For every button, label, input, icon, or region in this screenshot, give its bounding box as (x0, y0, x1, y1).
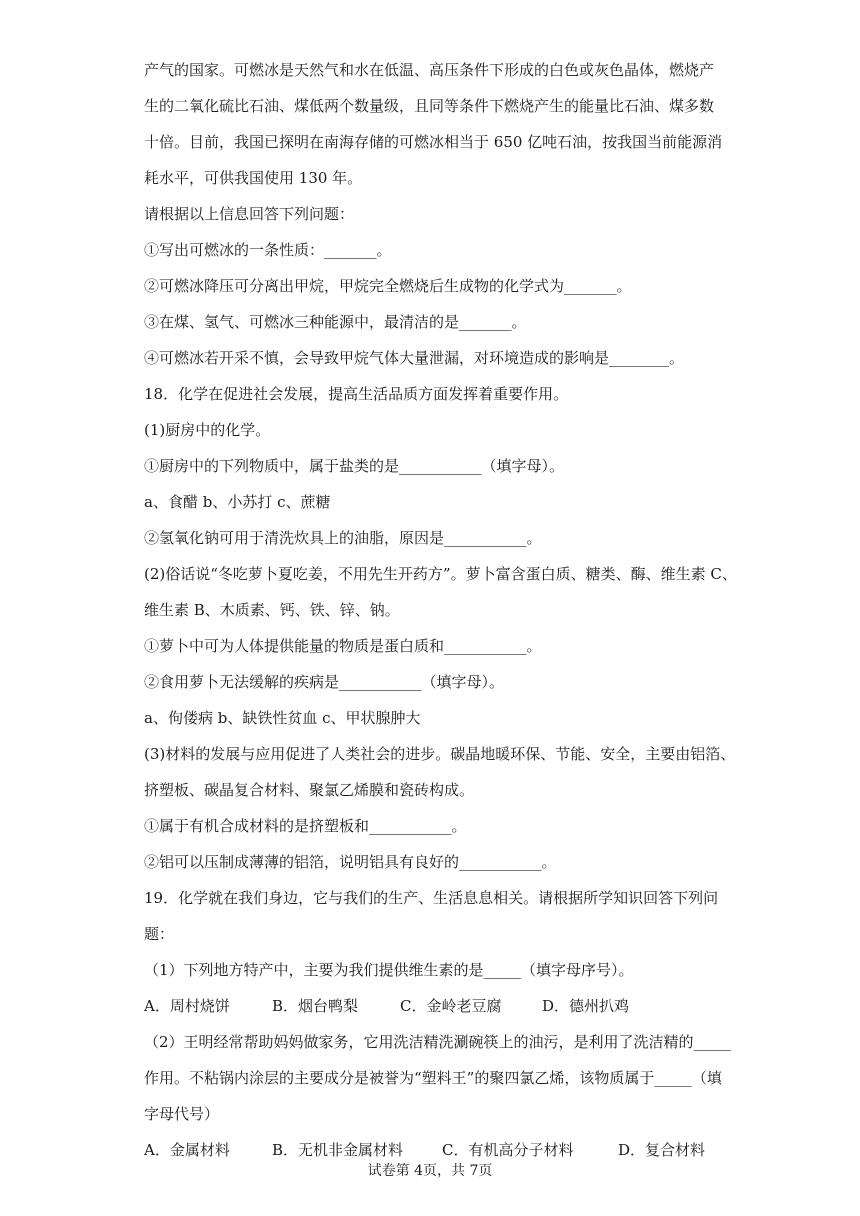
option-b: B．烟台鸭梨 (272, 997, 359, 1015)
question-title-18: 18．化学在促进社会发展，提高生活品质方面发挥着重要作用。 (144, 385, 569, 403)
question-line: ②食用萝卜无法缓解的疾病是___________（填字母）。 (144, 673, 505, 691)
option-a: A．金属材料 (144, 1141, 230, 1159)
exam-page-body (144, 60, 737, 1176)
question-line: ②可燃冰降压可分离出甲烷，甲烷完全燃烧后生成物的化学式为_______。 (144, 277, 632, 295)
question-line: ①萝卜中可为人体提供能量的物质是蛋白质和___________。 (144, 637, 542, 655)
text-line: 耗水平，可供我国使用 130 年。 (144, 169, 363, 187)
question-line: 字母代号） (144, 1105, 220, 1123)
text-line: 产气的国家。可燃冰是天然气和水在低温、高压条件下形成的白色或灰色晶体，燃烧产 (144, 61, 715, 79)
option-d: D．德州扒鸡 (542, 997, 630, 1015)
question-line: ①属于有机合成材料的是挤塑板和___________。 (144, 817, 467, 835)
option-a: A．周村烧饼 (144, 997, 230, 1015)
option-b: B．无机非金属材料 (272, 1141, 404, 1159)
text-line: 生的二氧化硫比石油、煤低两个数量级，且同等条件下燃烧产生的能量比石油、煤多数 (144, 97, 715, 115)
question-line: （1）下列地方特产中，主要为我们提供维生素的是_____（填字母序号）。 (144, 961, 634, 979)
option-c: C．有机高分子材料 (442, 1141, 574, 1159)
question-line: 维生素 B、木质素、钙、铁、锌、钠。 (144, 601, 400, 619)
question-line: 题： (144, 925, 175, 943)
question-line: 作用。不粘锅内涂层的主要成分是被誉为“塑料王”的聚四氯乙烯，该物质属于_____（填 (144, 1069, 722, 1087)
question-line: (3)材料的发展与应用促进了人类社会的进步。碳晶地暖环保、节能、安全，主要由铝箔、 (144, 745, 736, 763)
question-line: ②铝可以压制成薄薄的铝箔，说明铝具有良好的___________。 (144, 853, 557, 871)
text-line: 请根据以上信息回答下列问题： (144, 205, 355, 223)
q19-2-options (144, 1140, 724, 1160)
question-line: a、佝偻病 b、缺铁性贫血 c、甲状腺肿大 (144, 709, 421, 727)
option-c: C．金岭老豆腐 (400, 997, 502, 1015)
question-line: a、食醋 b、小苏打 c、蔗糖 (144, 493, 331, 511)
question-line: ①写出可燃冰的一条性质：_______。 (144, 241, 392, 259)
page-footer: 试卷第 4页，共 7页 (367, 1163, 493, 1179)
option-d: D．复合材料 (618, 1141, 706, 1159)
question-line: (2)俗话说“冬吃萝卜夏吃姜，不用先生开药方”。萝卜富含蛋白质、糖类、酶、维生素 C、 (144, 565, 737, 583)
question-line: （2）王明经常帮助妈妈做家务，它用洗洁精洗涮碗筷上的油污，是利用了洗洁精的_____ (144, 1033, 732, 1051)
question-line: ③在煤、氢气、可燃冰三种能源中，最清洁的是_______。 (144, 313, 527, 331)
question-line: ②氢氧化钠可用于清洗炊具上的油脂，原因是___________。 (144, 529, 542, 547)
question-line: (1)厨房中的化学。 (144, 421, 271, 439)
question-line: 挤塑板、碳晶复合材料、聚氯乙烯膜和瓷砖构成。 (144, 781, 475, 799)
text-line: 十倍。目前，我国已探明在南海存储的可燃冰相当于 650 亿吨石油，按我国当前能源消 (144, 133, 723, 151)
question-title-19: 19．化学就在我们身边，它与我们的生产、生活息息相关。请根据所学知识回答下列问 (144, 889, 719, 907)
question-line: ①厨房中的下列物质中，属于盐类的是___________（填字母）。 (144, 457, 565, 475)
question-line: ④可燃冰若开采不慎，会导致甲烷气体大量泄漏，对环境造成的影响是________。 (144, 349, 685, 367)
q19-1-options (144, 996, 724, 1016)
